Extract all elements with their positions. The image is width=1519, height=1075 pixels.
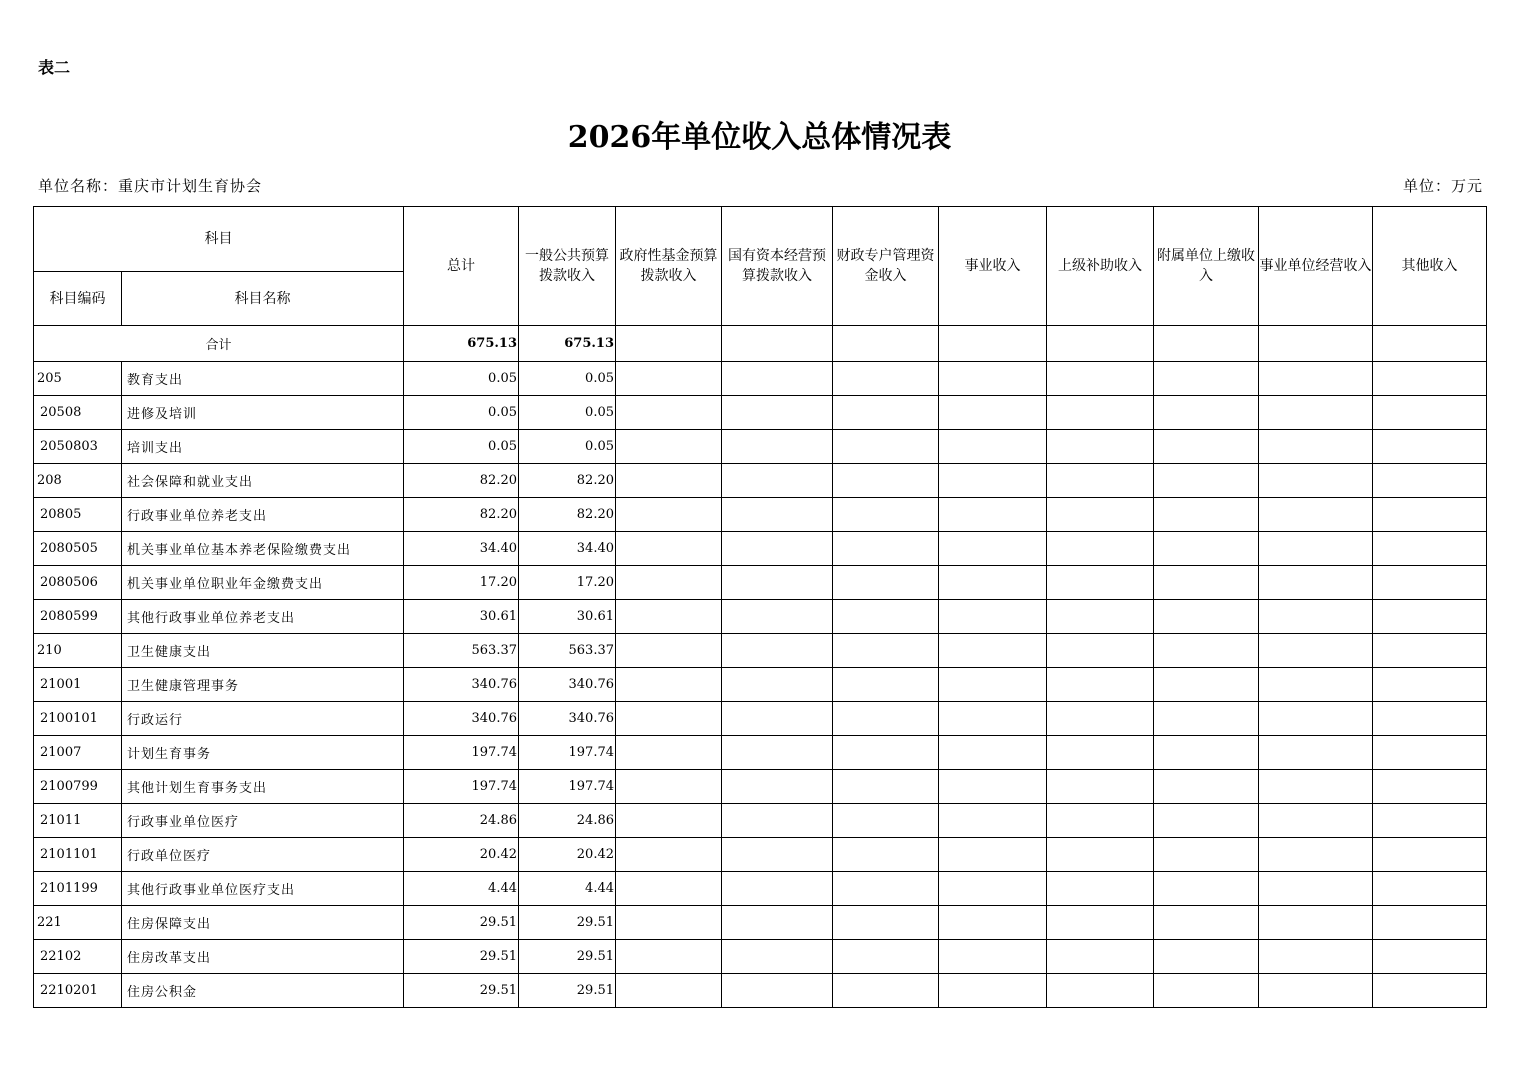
subject-code-cell: 2080506 xyxy=(34,566,122,600)
table-row xyxy=(34,906,1487,940)
table-body xyxy=(34,326,1487,1008)
subject-name-cell: 教育支出 xyxy=(122,362,404,396)
empty-cell xyxy=(1259,464,1373,498)
table-row xyxy=(34,362,1487,396)
total-cell: 197.74 xyxy=(404,736,519,770)
empty-cell xyxy=(1047,396,1154,430)
general-budget-cell: 675.13 xyxy=(519,326,616,362)
empty-cell xyxy=(1373,634,1487,668)
total-cell: 30.61 xyxy=(404,600,519,634)
empty-cell xyxy=(833,804,939,838)
subject-name-cell: 住房改革支出 xyxy=(122,940,404,974)
general-budget-cell: 0.05 xyxy=(519,396,616,430)
empty-cell xyxy=(939,566,1047,600)
table-row xyxy=(34,838,1487,872)
empty-cell xyxy=(1373,974,1487,1008)
total-cell: 20.42 xyxy=(404,838,519,872)
empty-cell xyxy=(939,736,1047,770)
empty-cell xyxy=(722,940,833,974)
header-state-capital: 国有资本经营预算拨款收入 xyxy=(722,207,833,326)
empty-cell xyxy=(616,430,722,464)
empty-cell xyxy=(1047,430,1154,464)
general-budget-cell: 0.05 xyxy=(519,430,616,464)
total-cell: 29.51 xyxy=(404,940,519,974)
empty-cell xyxy=(939,430,1047,464)
table-row xyxy=(34,702,1487,736)
empty-cell xyxy=(722,532,833,566)
subject-name-cell: 计划生育事务 xyxy=(122,736,404,770)
empty-cell xyxy=(1373,838,1487,872)
subject-code-cell: 205 xyxy=(34,362,122,396)
subject-code-cell: 2101101 xyxy=(34,838,122,872)
empty-cell xyxy=(833,464,939,498)
subject-code-cell: 21001 xyxy=(34,668,122,702)
total-cell: 24.86 xyxy=(404,804,519,838)
empty-cell xyxy=(833,396,939,430)
empty-cell xyxy=(1373,668,1487,702)
empty-cell xyxy=(1373,736,1487,770)
empty-cell xyxy=(1047,736,1154,770)
general-budget-cell: 197.74 xyxy=(519,770,616,804)
header-subject-name: 科目名称 xyxy=(122,272,404,326)
empty-cell xyxy=(1373,600,1487,634)
empty-cell xyxy=(1373,906,1487,940)
empty-cell xyxy=(1373,326,1487,362)
table-row xyxy=(34,770,1487,804)
subject-name-cell: 住房公积金 xyxy=(122,974,404,1008)
empty-cell xyxy=(1154,702,1259,736)
subject-code-cell: 21011 xyxy=(34,804,122,838)
empty-cell xyxy=(616,362,722,396)
empty-cell xyxy=(722,326,833,362)
empty-cell xyxy=(722,838,833,872)
table-row xyxy=(34,634,1487,668)
header-operation-income: 事业单位经营收入 xyxy=(1259,207,1373,326)
empty-cell xyxy=(939,974,1047,1008)
empty-cell xyxy=(833,940,939,974)
empty-cell xyxy=(1259,532,1373,566)
empty-cell xyxy=(722,566,833,600)
header-other-income: 其他收入 xyxy=(1373,207,1487,326)
total-cell: 340.76 xyxy=(404,668,519,702)
total-cell: 29.51 xyxy=(404,974,519,1008)
empty-cell xyxy=(722,634,833,668)
table-row xyxy=(34,668,1487,702)
empty-cell xyxy=(1373,872,1487,906)
empty-cell xyxy=(1373,396,1487,430)
subject-name-cell: 其他行政事业单位养老支出 xyxy=(122,600,404,634)
empty-cell xyxy=(1154,906,1259,940)
empty-cell xyxy=(1373,566,1487,600)
general-budget-cell: 340.76 xyxy=(519,668,616,702)
total-cell: 34.40 xyxy=(404,532,519,566)
empty-cell xyxy=(1154,872,1259,906)
empty-cell xyxy=(833,872,939,906)
header-subject: 科目 xyxy=(34,207,404,272)
empty-cell xyxy=(939,804,1047,838)
empty-cell xyxy=(939,702,1047,736)
empty-cell xyxy=(939,464,1047,498)
empty-cell xyxy=(833,600,939,634)
subject-name-cell: 行政单位医疗 xyxy=(122,838,404,872)
empty-cell xyxy=(939,872,1047,906)
empty-cell xyxy=(616,396,722,430)
empty-cell xyxy=(1154,532,1259,566)
empty-cell xyxy=(939,770,1047,804)
empty-cell xyxy=(1154,940,1259,974)
empty-cell xyxy=(722,498,833,532)
unit-name-label: 单位名称：重庆市计划生育协会 xyxy=(38,177,263,195)
empty-cell xyxy=(1047,362,1154,396)
subject-code-cell: 221 xyxy=(34,906,122,940)
header-business-income: 事业收入 xyxy=(939,207,1047,326)
empty-cell xyxy=(1047,838,1154,872)
header-affiliate-turnover: 附属单位上缴收入 xyxy=(1154,207,1259,326)
empty-cell xyxy=(939,532,1047,566)
total-cell: 29.51 xyxy=(404,906,519,940)
empty-cell xyxy=(1259,770,1373,804)
empty-cell xyxy=(722,736,833,770)
subject-code-cell: 2210201 xyxy=(34,974,122,1008)
empty-cell xyxy=(1154,498,1259,532)
income-table xyxy=(33,206,1487,1008)
general-budget-cell: 34.40 xyxy=(519,532,616,566)
empty-cell xyxy=(939,326,1047,362)
empty-cell xyxy=(722,396,833,430)
general-budget-cell: 563.37 xyxy=(519,634,616,668)
subject-code-cell: 2080505 xyxy=(34,532,122,566)
empty-cell xyxy=(1259,396,1373,430)
empty-cell xyxy=(1373,430,1487,464)
empty-cell xyxy=(1047,872,1154,906)
table-row xyxy=(34,532,1487,566)
empty-cell xyxy=(722,600,833,634)
empty-cell xyxy=(722,430,833,464)
empty-cell xyxy=(722,804,833,838)
subject-name-cell: 机关事业单位职业年金缴费支出 xyxy=(122,566,404,600)
empty-cell xyxy=(1154,464,1259,498)
empty-cell xyxy=(833,702,939,736)
general-budget-cell: 82.20 xyxy=(519,464,616,498)
table-row xyxy=(34,430,1487,464)
empty-cell xyxy=(1154,362,1259,396)
empty-cell xyxy=(939,838,1047,872)
empty-cell xyxy=(939,362,1047,396)
total-cell: 17.20 xyxy=(404,566,519,600)
empty-cell xyxy=(833,430,939,464)
empty-cell xyxy=(1047,974,1154,1008)
general-budget-cell: 82.20 xyxy=(519,498,616,532)
empty-cell xyxy=(1373,362,1487,396)
subject-code-cell: 2100799 xyxy=(34,770,122,804)
general-budget-cell: 20.42 xyxy=(519,838,616,872)
empty-cell xyxy=(722,702,833,736)
empty-cell xyxy=(1154,600,1259,634)
empty-cell xyxy=(1259,634,1373,668)
empty-cell xyxy=(1259,566,1373,600)
subject-code-cell: 20508 xyxy=(34,396,122,430)
empty-cell xyxy=(833,736,939,770)
empty-cell xyxy=(616,872,722,906)
table-row xyxy=(34,974,1487,1008)
empty-cell xyxy=(833,838,939,872)
subject-code-cell: 20805 xyxy=(34,498,122,532)
subject-name-cell: 卫生健康管理事务 xyxy=(122,668,404,702)
empty-cell xyxy=(722,464,833,498)
table-row xyxy=(34,736,1487,770)
empty-cell xyxy=(833,974,939,1008)
empty-cell xyxy=(616,940,722,974)
subject-name-cell: 其他计划生育事务支出 xyxy=(122,770,404,804)
empty-cell xyxy=(1154,974,1259,1008)
subject-name-cell: 进修及培训 xyxy=(122,396,404,430)
table-row xyxy=(34,600,1487,634)
general-budget-cell: 30.61 xyxy=(519,600,616,634)
empty-cell xyxy=(1154,668,1259,702)
empty-cell xyxy=(616,702,722,736)
empty-cell xyxy=(616,464,722,498)
header-higher-subsidy: 上级补助收入 xyxy=(1047,207,1154,326)
empty-cell xyxy=(722,362,833,396)
empty-cell xyxy=(1259,668,1373,702)
empty-cell xyxy=(1047,940,1154,974)
empty-cell xyxy=(833,770,939,804)
subject-code-cell: 2101199 xyxy=(34,872,122,906)
empty-cell xyxy=(1154,770,1259,804)
header-general-budget: 一般公共预算拨款收入 xyxy=(519,207,616,326)
empty-cell xyxy=(616,532,722,566)
table-row xyxy=(34,566,1487,600)
general-budget-cell: 4.44 xyxy=(519,872,616,906)
table-header xyxy=(34,207,1487,326)
total-row xyxy=(34,326,1487,362)
empty-cell xyxy=(1154,838,1259,872)
empty-cell xyxy=(616,804,722,838)
total-cell: 0.05 xyxy=(404,430,519,464)
general-budget-cell: 340.76 xyxy=(519,702,616,736)
total-cell: 4.44 xyxy=(404,872,519,906)
subject-name-cell: 机关事业单位基本养老保险缴费支出 xyxy=(122,532,404,566)
empty-cell xyxy=(1047,600,1154,634)
general-budget-cell: 197.74 xyxy=(519,736,616,770)
general-budget-cell: 0.05 xyxy=(519,362,616,396)
empty-cell xyxy=(722,668,833,702)
empty-cell xyxy=(1047,634,1154,668)
empty-cell xyxy=(1259,906,1373,940)
empty-cell xyxy=(1259,702,1373,736)
subject-name-cell: 培训支出 xyxy=(122,430,404,464)
empty-cell xyxy=(1047,702,1154,736)
empty-cell xyxy=(1259,872,1373,906)
empty-cell xyxy=(1047,532,1154,566)
empty-cell xyxy=(616,906,722,940)
empty-cell xyxy=(1373,770,1487,804)
empty-cell xyxy=(616,634,722,668)
empty-cell xyxy=(1259,940,1373,974)
empty-cell xyxy=(616,498,722,532)
empty-cell xyxy=(616,838,722,872)
total-cell: 82.20 xyxy=(404,464,519,498)
empty-cell xyxy=(1047,906,1154,940)
empty-cell xyxy=(1373,532,1487,566)
header-total: 总计 xyxy=(404,207,519,326)
empty-cell xyxy=(1259,600,1373,634)
empty-cell xyxy=(1259,430,1373,464)
subject-name-cell: 卫生健康支出 xyxy=(122,634,404,668)
empty-cell xyxy=(1154,396,1259,430)
empty-cell xyxy=(1047,326,1154,362)
empty-cell xyxy=(616,668,722,702)
empty-cell xyxy=(1259,362,1373,396)
empty-cell xyxy=(722,906,833,940)
empty-cell xyxy=(1373,464,1487,498)
total-cell: 675.13 xyxy=(404,326,519,362)
empty-cell xyxy=(833,566,939,600)
subject-code-cell: 21007 xyxy=(34,736,122,770)
subject-name-cell: 行政运行 xyxy=(122,702,404,736)
empty-cell xyxy=(616,974,722,1008)
empty-cell xyxy=(939,600,1047,634)
empty-cell xyxy=(1259,974,1373,1008)
empty-cell xyxy=(939,940,1047,974)
total-cell: 82.20 xyxy=(404,498,519,532)
empty-cell xyxy=(833,634,939,668)
subject-code-cell: 22102 xyxy=(34,940,122,974)
subject-code-cell: 2080599 xyxy=(34,600,122,634)
subject-code-cell: 208 xyxy=(34,464,122,498)
table-row xyxy=(34,498,1487,532)
currency-unit-label: 单位：万元 xyxy=(1402,177,1483,195)
empty-cell xyxy=(1154,430,1259,464)
subject-name-cell: 社会保障和就业支出 xyxy=(122,464,404,498)
subject-name-cell: 行政事业单位医疗 xyxy=(122,804,404,838)
page-title: 2026年单位收入总体情况表 xyxy=(567,120,952,155)
empty-cell xyxy=(616,566,722,600)
empty-cell xyxy=(939,668,1047,702)
general-budget-cell: 17.20 xyxy=(519,566,616,600)
empty-cell xyxy=(939,634,1047,668)
empty-cell xyxy=(833,906,939,940)
subject-code-cell: 2050803 xyxy=(34,430,122,464)
empty-cell xyxy=(616,770,722,804)
empty-cell xyxy=(833,326,939,362)
subject-code-cell: 2100101 xyxy=(34,702,122,736)
empty-cell xyxy=(1154,634,1259,668)
empty-cell xyxy=(1047,498,1154,532)
header-gov-fund: 政府性基金预算拨款收入 xyxy=(616,207,722,326)
empty-cell xyxy=(1373,498,1487,532)
empty-cell xyxy=(1259,498,1373,532)
empty-cell xyxy=(616,600,722,634)
empty-cell xyxy=(939,906,1047,940)
table-row xyxy=(34,464,1487,498)
total-cell: 197.74 xyxy=(404,770,519,804)
total-cell: 563.37 xyxy=(404,634,519,668)
empty-cell xyxy=(1259,804,1373,838)
empty-cell xyxy=(722,974,833,1008)
subject-name-cell: 住房保障支出 xyxy=(122,906,404,940)
empty-cell xyxy=(722,872,833,906)
header-subject-code: 科目编码 xyxy=(34,272,122,326)
empty-cell xyxy=(1259,326,1373,362)
empty-cell xyxy=(722,770,833,804)
empty-cell xyxy=(1047,770,1154,804)
empty-cell xyxy=(1047,668,1154,702)
empty-cell xyxy=(939,396,1047,430)
empty-cell xyxy=(833,362,939,396)
empty-cell xyxy=(833,532,939,566)
empty-cell xyxy=(1373,940,1487,974)
table-row xyxy=(34,396,1487,430)
general-budget-cell: 29.51 xyxy=(519,906,616,940)
empty-cell xyxy=(939,498,1047,532)
empty-cell xyxy=(1259,736,1373,770)
empty-cell xyxy=(616,326,722,362)
table-row xyxy=(34,804,1487,838)
empty-cell xyxy=(1154,804,1259,838)
total-cell: 0.05 xyxy=(404,362,519,396)
general-budget-cell: 29.51 xyxy=(519,940,616,974)
empty-cell xyxy=(833,498,939,532)
empty-cell xyxy=(1373,804,1487,838)
empty-cell xyxy=(1154,326,1259,362)
total-label: 合计 xyxy=(34,326,404,362)
table-tag: 表二 xyxy=(38,58,71,77)
subject-code-cell: 210 xyxy=(34,634,122,668)
empty-cell xyxy=(1047,464,1154,498)
total-cell: 0.05 xyxy=(404,396,519,430)
total-cell: 340.76 xyxy=(404,702,519,736)
general-budget-cell: 24.86 xyxy=(519,804,616,838)
subject-name-cell: 其他行政事业单位医疗支出 xyxy=(122,872,404,906)
empty-cell xyxy=(1154,736,1259,770)
empty-cell xyxy=(1373,702,1487,736)
header-special-fund: 财政专户管理资金收入 xyxy=(833,207,939,326)
empty-cell xyxy=(1259,838,1373,872)
empty-cell xyxy=(1154,566,1259,600)
general-budget-cell: 29.51 xyxy=(519,974,616,1008)
subject-name-cell: 行政事业单位养老支出 xyxy=(122,498,404,532)
table-row xyxy=(34,940,1487,974)
empty-cell xyxy=(616,736,722,770)
table-row xyxy=(34,872,1487,906)
empty-cell xyxy=(1047,566,1154,600)
empty-cell xyxy=(833,668,939,702)
empty-cell xyxy=(1047,804,1154,838)
